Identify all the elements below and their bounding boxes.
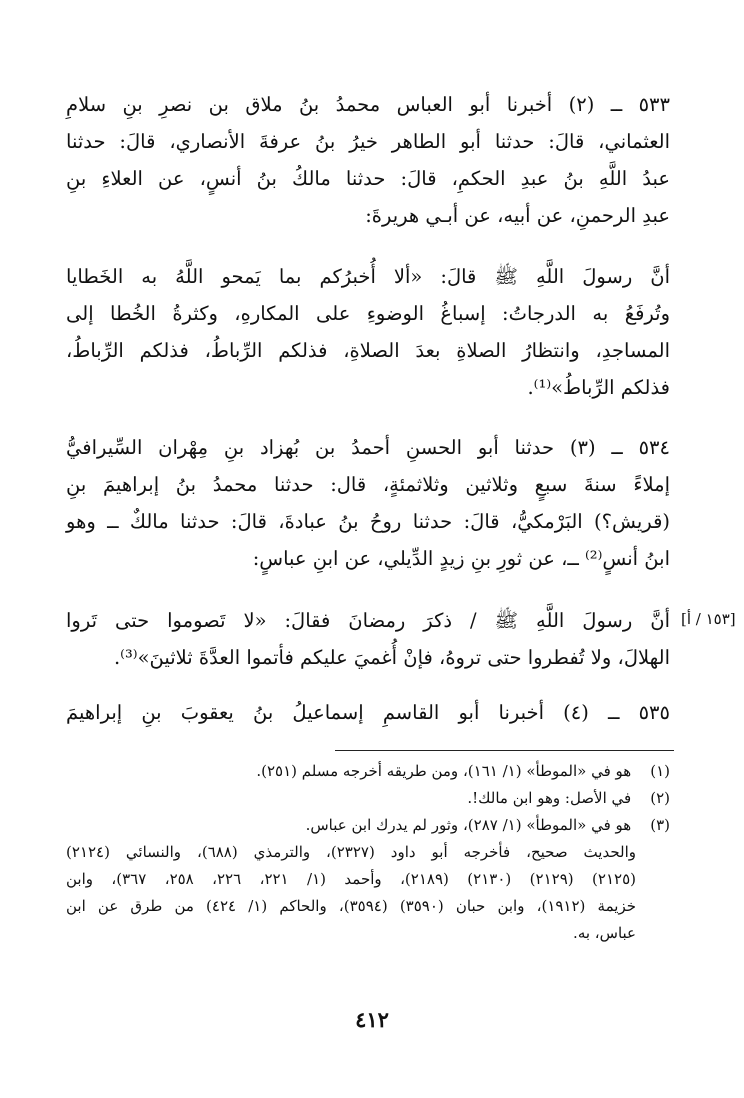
text-line: ٥٣٣ ــ (٢) أخبرنا أبو العباس محمدُ بنُ ملاق بن نصرِ بنِ سلامِ: [66, 93, 670, 116]
hadith-533-isnad: [66, 86, 670, 234]
footnote-3-continuation: [66, 839, 670, 947]
hadith-534-isnad: [66, 429, 670, 577]
footnote-number: (١): [650, 762, 670, 780]
footnote-3: [66, 812, 670, 839]
text-line: عبدُ اللَّهِ بنُ عبدِ الحكمِ، قالَ: حدثنا مالكُ بنُ أنسٍ، عن العلاءِ بنِ: [66, 167, 670, 190]
footnotes: [66, 758, 670, 947]
footnote-divider: [335, 750, 674, 751]
manuscript-folio-note: [١٥٣ / أ]: [681, 610, 736, 628]
page-number: ٤١٢: [355, 1007, 389, 1032]
text-line: (قريش؟) البَرْمكيُّ، قالَ: حدثنا روحُ بنُ عبادةَ، قالَ: حدثنا مالكٌ ــ وهو: [66, 510, 670, 533]
text-line: العثماني، قالَ: حدثنا أبو الطاهر خيرُ بنُ عرفةَ الأنصاري، قالَ: حدثنا: [66, 130, 670, 153]
hadith-535-isnad: [66, 694, 670, 731]
footnote-line: (٢١٢٥) (٢١٢٩) (٢١٣٠) (٢١٨٩)، وأحمد (١/ ٢٢١، ٢٢٦، ٢٥٨، ٣٦٧)، وابن: [66, 870, 636, 888]
text-line: ٥٣٥ ــ (٤) أخبرنا أبو القاسمِ إسماعيلُ بنُ يعقوبَ بنِ إبراهيمَ: [66, 701, 670, 724]
text-line: إملاءً سنةَ سبعٍ وثلاثين وثلاثمئةٍ، قال: حدثنا محمدُ بنُ إبراهيمَ بنِ: [66, 473, 670, 496]
text-line: أنَّ رسولَ اللَّهِ ﷺ قالَ: «ألا أُخبرُكم بما يَمحو اللَّهُ به الخَطايا: [66, 265, 670, 288]
hadith-533-matn: [66, 258, 670, 406]
footnote-text: في الأصل: وهو ابن مالك!.: [467, 789, 632, 807]
footnote-number: (٢): [650, 789, 670, 807]
footnote-line: خزيمة (١٩١٢)، وابن حبان (٣٥٩٠) (٣٥٩٤)، والحاكم (١/ ٤٢٤) من طرق عن ابن: [66, 897, 636, 915]
text-line: المساجدِ، وانتظارُ الصلاةِ بعدَ الصلاةِ، فذلكم الرِّباطُ، فذلكم الرِّباطُ،: [66, 339, 670, 362]
text-line: ابنُ أنسٍ⁽²⁾ ــ، عن ثورِ بنِ زيدٍ الدِّيلي، عن ابنِ عباسٍ:: [252, 547, 670, 570]
footnote-text: هو في «الموطأ» (١/ ٢٨٧)، وثور لم يدرك ابن عباس.: [305, 816, 632, 834]
text-line: الهلالَ، ولا تُفطروا حتى تروهُ، فإنْ أُغميَ عليكم فأتموا العدَّةَ ثلاثينَ»⁽³⁾.: [113, 646, 670, 669]
text-line: أنَّ رسولَ اللَّهِ ﷺ / ذكرَ رمضانَ فقالَ: «لا تَصوموا حتى تَروا: [66, 609, 670, 632]
text-line: عبدِ الرحمنِ، عن أبيه، عن أبـي هريرةَ:: [365, 204, 670, 227]
footnote-line: والحديث صحيح، فأخرجه أبو داود (٢٣٢٧)، والترمذي (٦٨٨)، والنسائي (٢١٢٤): [66, 843, 636, 861]
footnote-text: هو في «الموطأ» (١/ ١٦١)، ومن طريقه أخرجه مسلم (٢٥١).: [256, 762, 632, 780]
text-line: فذلكم الرِّباطُ»⁽¹⁾.: [527, 376, 670, 399]
footnote-line: عباس، به.: [573, 924, 636, 942]
text-line: ٥٣٤ ــ (٣) حدثنا أبو الحسنِ أحمدُ بن بُهزاد بنِ مِهْران السِّيرافيُّ: [66, 436, 670, 459]
footnote-number: (٣): [650, 816, 670, 834]
footnote-1: [66, 758, 670, 785]
footnote-2: [66, 785, 670, 812]
text-line: وتُرفَعُ به الدرجاتُ: إسباغُ الوضوءِ على المكارهِ، وكثرةُ الخُطا إلى: [66, 302, 670, 325]
hadith-534-matn: [66, 602, 670, 676]
